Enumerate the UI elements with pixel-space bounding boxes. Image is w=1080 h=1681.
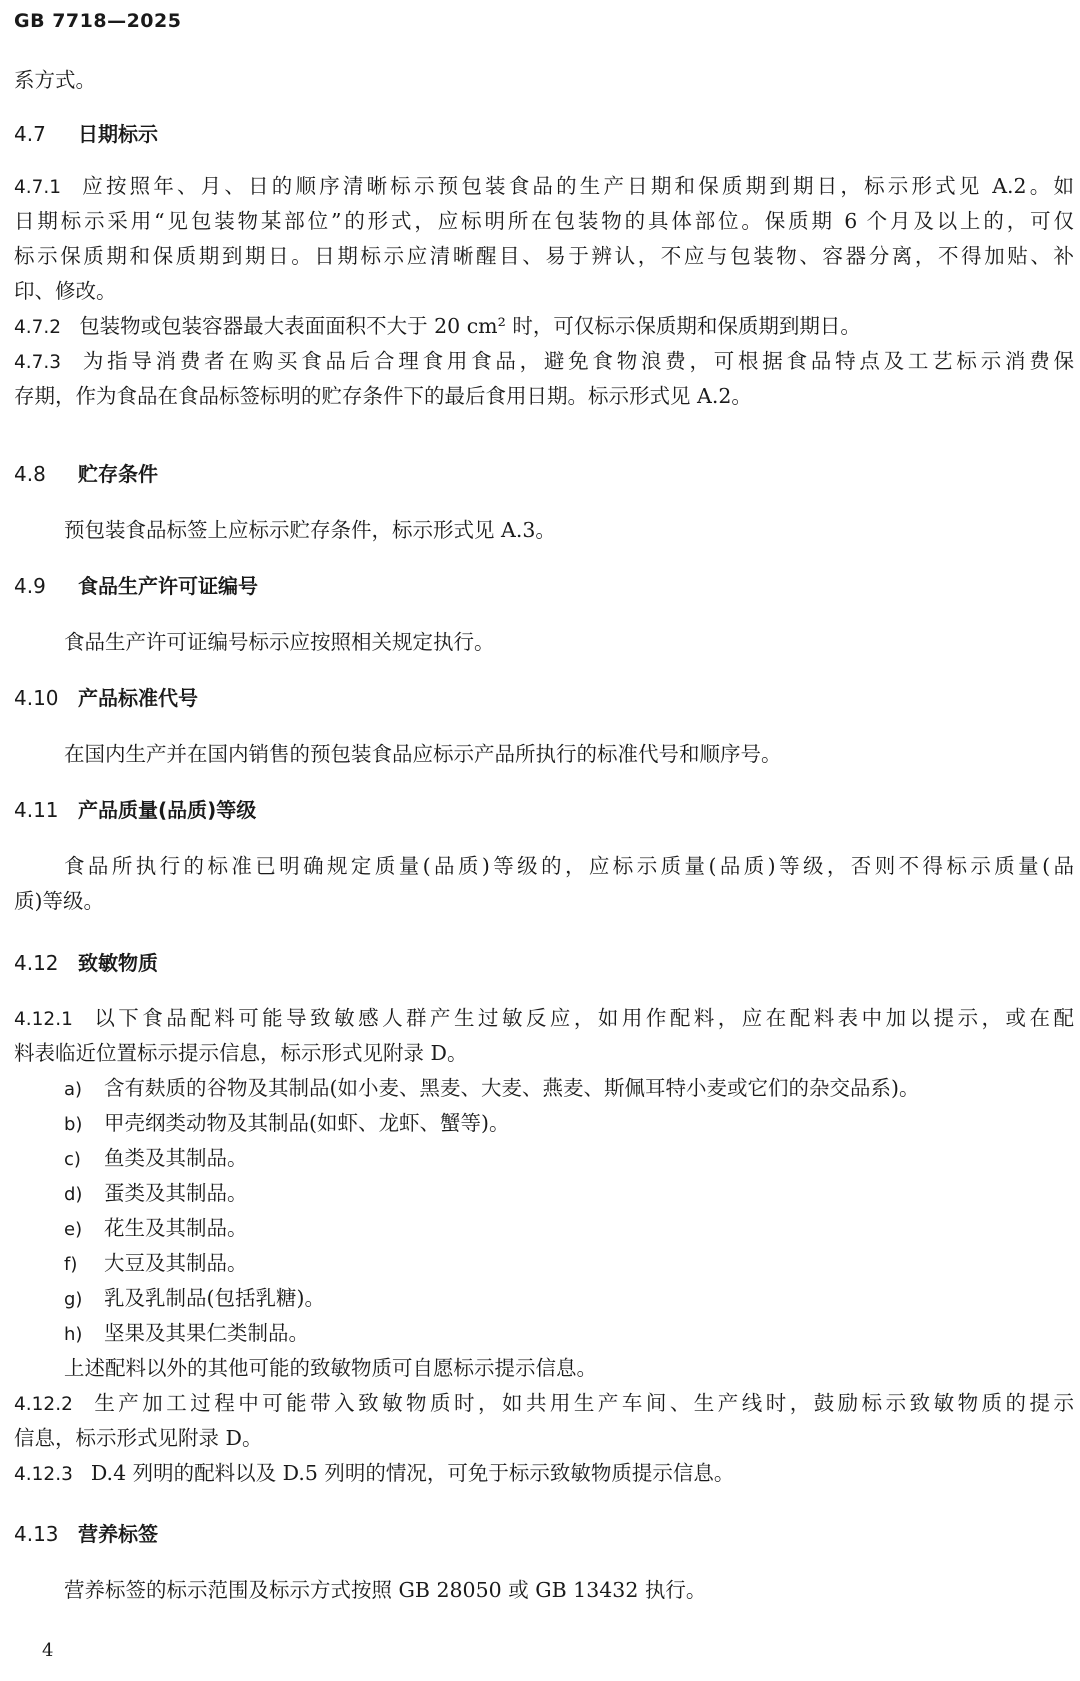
list-item <box>64 1210 248 1248</box>
list-item-label: d) <box>64 1184 83 1205</box>
list-item-text: 坚果及其果仁类制品。 <box>104 1321 309 1345</box>
section-title: 贮存条件 <box>78 462 158 486</box>
list-item-text: 乳及乳制品(包括乳糖)。 <box>104 1286 325 1310</box>
list-item-text: 甲壳纲类动物及其制品(如虾、龙虾、蟹等)。 <box>104 1111 510 1135</box>
list-item-label: c) <box>64 1149 81 1170</box>
clause-number: 4.7.3 <box>14 352 62 373</box>
section-4-11-line-1: 食品所执行的标准已明确规定质量(品质)等级的，应标示质量(品质)等级，否则不得标示质量(品 <box>64 854 1074 878</box>
clause-4-7-2 <box>14 308 861 346</box>
section-title: 致敏物质 <box>78 951 158 975</box>
section-number: 4.7 <box>14 122 46 146</box>
section-number: 4.8 <box>14 462 46 486</box>
after-items-text: 上述配料以外的其他可能的致敏物质可自愿标示提示信息。 <box>64 1356 597 1380</box>
clause-text: 为指导消费者在购买食品后合理食用食品，避免食物浪费，可根据食品特点及工艺标示消费保 <box>79 349 1074 373</box>
clause-number: 4.12.1 <box>14 1009 73 1030</box>
section-number: 4.12 <box>14 951 59 975</box>
list-item <box>64 1175 248 1213</box>
clause-4-7-3-line-1 <box>14 343 1074 381</box>
list-item-text: 花生及其制品。 <box>104 1216 248 1240</box>
list-item <box>64 1070 920 1108</box>
list-item <box>64 1280 325 1318</box>
list-item-text: 蛋类及其制品。 <box>104 1181 248 1205</box>
clause-4-7-1-line-2: 日期标示采用“见包装物某部位”的形式，应标明所在包装物的具体部位。保质期 6 个月及以上的，可仅 <box>14 209 1074 233</box>
clause-text: 应按照年、月、日的顺序清晰标示预包装食品的生产日期和保质期到期日，标示形式见 A.2。如 <box>79 174 1074 198</box>
clause-4-12-2-line-1 <box>14 1385 1074 1423</box>
section-title: 食品生产许可证编号 <box>78 574 258 598</box>
section-4-11-heading <box>14 792 256 828</box>
section-4-7-heading <box>14 116 158 152</box>
section-title: 产品标准代号 <box>78 686 198 710</box>
list-item <box>64 1245 248 1283</box>
section-title: 产品质量(品质)等级 <box>78 798 257 822</box>
clause-4-12-3 <box>14 1455 734 1493</box>
section-4-13-heading <box>14 1516 158 1552</box>
section-4-13-text: 营养标签的标示范围及标示方式按照 GB 28050 或 GB 13432 执行。 <box>64 1578 707 1602</box>
clause-text: 生产加工过程中可能带入致敏物质时，如共用生产车间、生产线时，鼓励标示致敏物质的提示 <box>90 1391 1074 1415</box>
section-4-8-heading <box>14 456 158 492</box>
clause-4-7-1-line-4: 印、修改。 <box>14 279 117 303</box>
page-number: 4 <box>42 1640 54 1661</box>
list-item-label: f) <box>64 1254 78 1275</box>
section-title: 日期标示 <box>78 122 158 146</box>
list-item-text: 大豆及其制品。 <box>104 1251 248 1275</box>
clause-number: 4.12.3 <box>14 1464 73 1485</box>
section-4-9-text: 食品生产许可证编号标示应按照相关规定执行。 <box>64 630 495 654</box>
standard-number-header: GB 7718—2025 <box>14 10 182 32</box>
list-item <box>64 1315 309 1353</box>
clause-4-12-1-line-2: 料表临近位置标示提示信息，标示形式见附录 D。 <box>14 1041 468 1065</box>
list-item-text: 含有麸质的谷物及其制品(如小麦、黑麦、大麦、燕麦、斯佩耳特小麦或它们的杂交品系)。 <box>104 1076 920 1100</box>
section-4-9-heading <box>14 568 258 604</box>
clause-number: 4.7.1 <box>14 177 62 198</box>
clause-text: 以下食品配料可能导致敏感人群产生过敏反应，如用作配料，应在配料表中加以提示，或在配 <box>90 1006 1074 1030</box>
section-number: 4.9 <box>14 574 46 598</box>
list-item-label: g) <box>64 1289 83 1310</box>
clause-number: 4.12.2 <box>14 1394 73 1415</box>
list-item <box>64 1140 248 1178</box>
clause-4-7-1-line-3: 标示保质期和保质期到期日。日期标示应清晰醒目、易于辨认，不应与包装物、容器分离，不得加贴、补 <box>14 244 1074 268</box>
section-number: 4.10 <box>14 686 59 710</box>
clause-text: D.4 列明的配料以及 D.5 列明的情况，可免于标示致敏物质提示信息。 <box>90 1461 735 1485</box>
section-title: 营养标签 <box>78 1522 158 1546</box>
section-4-10-heading <box>14 680 198 716</box>
list-item-label: a) <box>64 1079 83 1100</box>
clause-number: 4.7.2 <box>14 317 62 338</box>
clause-4-12-1-line-1 <box>14 1000 1074 1038</box>
list-item <box>64 1105 510 1143</box>
section-4-12-heading <box>14 945 158 981</box>
section-number: 4.11 <box>14 798 59 822</box>
clause-4-7-1-line-1 <box>14 168 1074 206</box>
section-number: 4.13 <box>14 1522 59 1546</box>
clause-4-7-3-line-2: 存期，作为食品在食品标签标明的贮存条件下的最后食用日期。标示形式见 A.2。 <box>14 384 752 408</box>
continuation-text: 系方式。 <box>14 68 96 92</box>
list-item-label: e) <box>64 1219 83 1240</box>
section-4-11-line-2: 质)等级。 <box>14 889 104 913</box>
list-item-label: h) <box>64 1324 83 1345</box>
section-4-10-text: 在国内生产并在国内销售的预包装食品应标示产品所执行的标准代号和顺序号。 <box>64 742 782 766</box>
clause-text: 包装物或包装容器最大表面面积不大于 20 cm² 时，可仅标示保质期和保质期到期日。 <box>79 314 861 338</box>
list-item-label: b) <box>64 1114 83 1135</box>
clause-4-12-2-line-2: 信息，标示形式见附录 D。 <box>14 1426 263 1450</box>
section-4-8-text: 预包装食品标签上应标示贮存条件，标示形式见 A.3。 <box>64 518 556 542</box>
list-item-text: 鱼类及其制品。 <box>104 1146 248 1170</box>
